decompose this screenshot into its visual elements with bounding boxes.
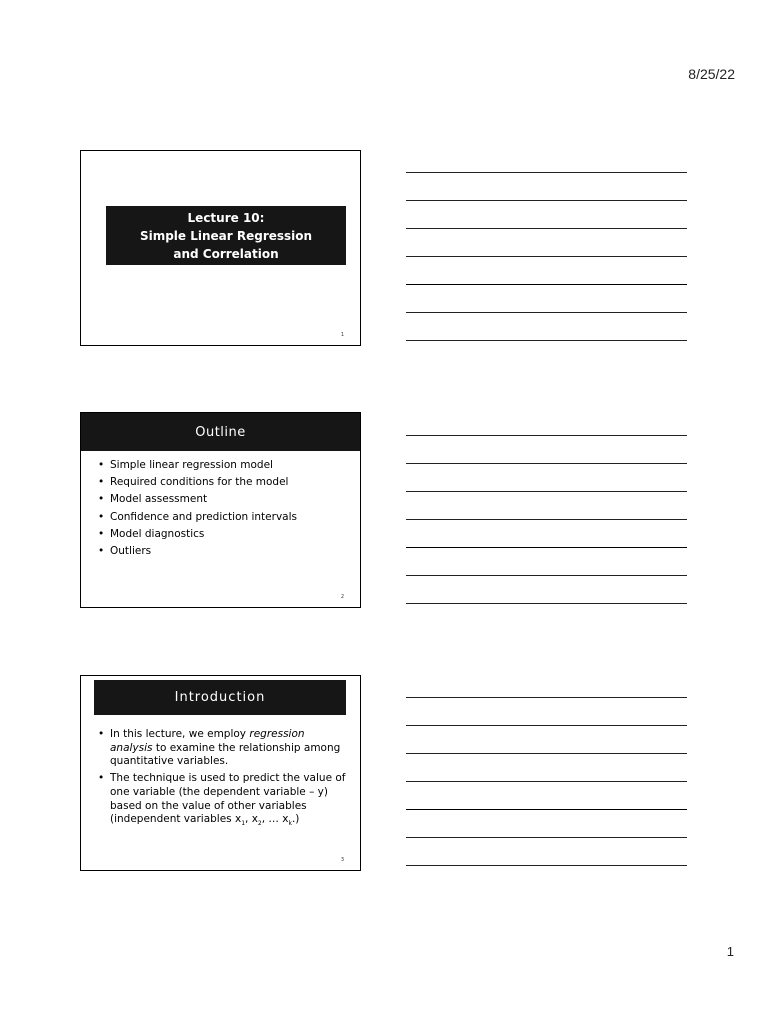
bullet-text: , … x	[261, 813, 289, 826]
slide-number: 3	[340, 857, 344, 863]
note-line	[406, 697, 687, 698]
slide-title: Outline	[81, 413, 360, 451]
bullet-text: , x	[245, 813, 258, 826]
outline-item: • Model diagnostics	[98, 528, 353, 541]
note-line	[406, 228, 687, 229]
slide-number: 1	[340, 332, 344, 338]
outline-item: • Model assessment	[98, 493, 353, 506]
intro-list	[98, 728, 348, 830]
slide-thumbnail-2	[80, 412, 361, 608]
intro-bullet-2	[98, 772, 348, 827]
note-line	[406, 200, 687, 201]
subscript: 1	[241, 820, 246, 828]
note-line	[406, 603, 687, 604]
note-line	[406, 340, 687, 341]
page-number: 1	[726, 944, 734, 959]
outline-item: • Simple linear regression model	[98, 459, 353, 472]
note-line	[406, 837, 687, 838]
note-line	[406, 435, 687, 436]
note-line	[406, 284, 687, 285]
bullet-text: In this lecture, we employ	[110, 728, 250, 740]
bullet-emphasis: regression analysis	[110, 728, 305, 754]
slide-title-line-3: and Correlation	[173, 246, 279, 261]
bullet-text: .)	[291, 813, 300, 826]
subscript: 2	[257, 820, 262, 828]
note-line	[406, 519, 687, 520]
outline-item: • Required conditions for the model	[98, 476, 353, 489]
outline-item: • Outliers	[98, 545, 353, 558]
slide-title-box	[106, 206, 346, 265]
note-line	[406, 865, 687, 866]
note-line	[406, 463, 687, 464]
slide-title-line-2: Simple Linear Regression	[139, 228, 313, 243]
note-line	[406, 781, 687, 782]
slide-title-line-1: Lecture 10:	[187, 210, 265, 225]
subscript: k	[288, 820, 292, 828]
outline-list	[98, 459, 353, 562]
bullet-text: The technique is used to predict the value of one variable (the dependent variable – y) based on the value of other variables (independent variables x	[110, 772, 346, 826]
outline-item: • Confidence and prediction intervals	[98, 511, 353, 524]
note-line	[406, 753, 687, 754]
bullet-text: to examine the relationship among quantitative variables.	[110, 741, 341, 768]
slide-thumbnail-1	[80, 150, 361, 346]
note-line	[406, 547, 687, 548]
note-line	[406, 809, 687, 810]
intro-bullet-1	[98, 728, 348, 769]
page-date: 8/25/22	[688, 66, 735, 82]
slide-thumbnail-3	[80, 675, 361, 871]
slide-title: Introduction	[94, 680, 346, 715]
note-line	[406, 575, 687, 576]
note-line	[406, 172, 687, 173]
note-line	[406, 491, 687, 492]
note-line	[406, 725, 687, 726]
note-line	[406, 256, 687, 257]
slide-number: 2	[340, 594, 344, 600]
note-line	[406, 312, 687, 313]
